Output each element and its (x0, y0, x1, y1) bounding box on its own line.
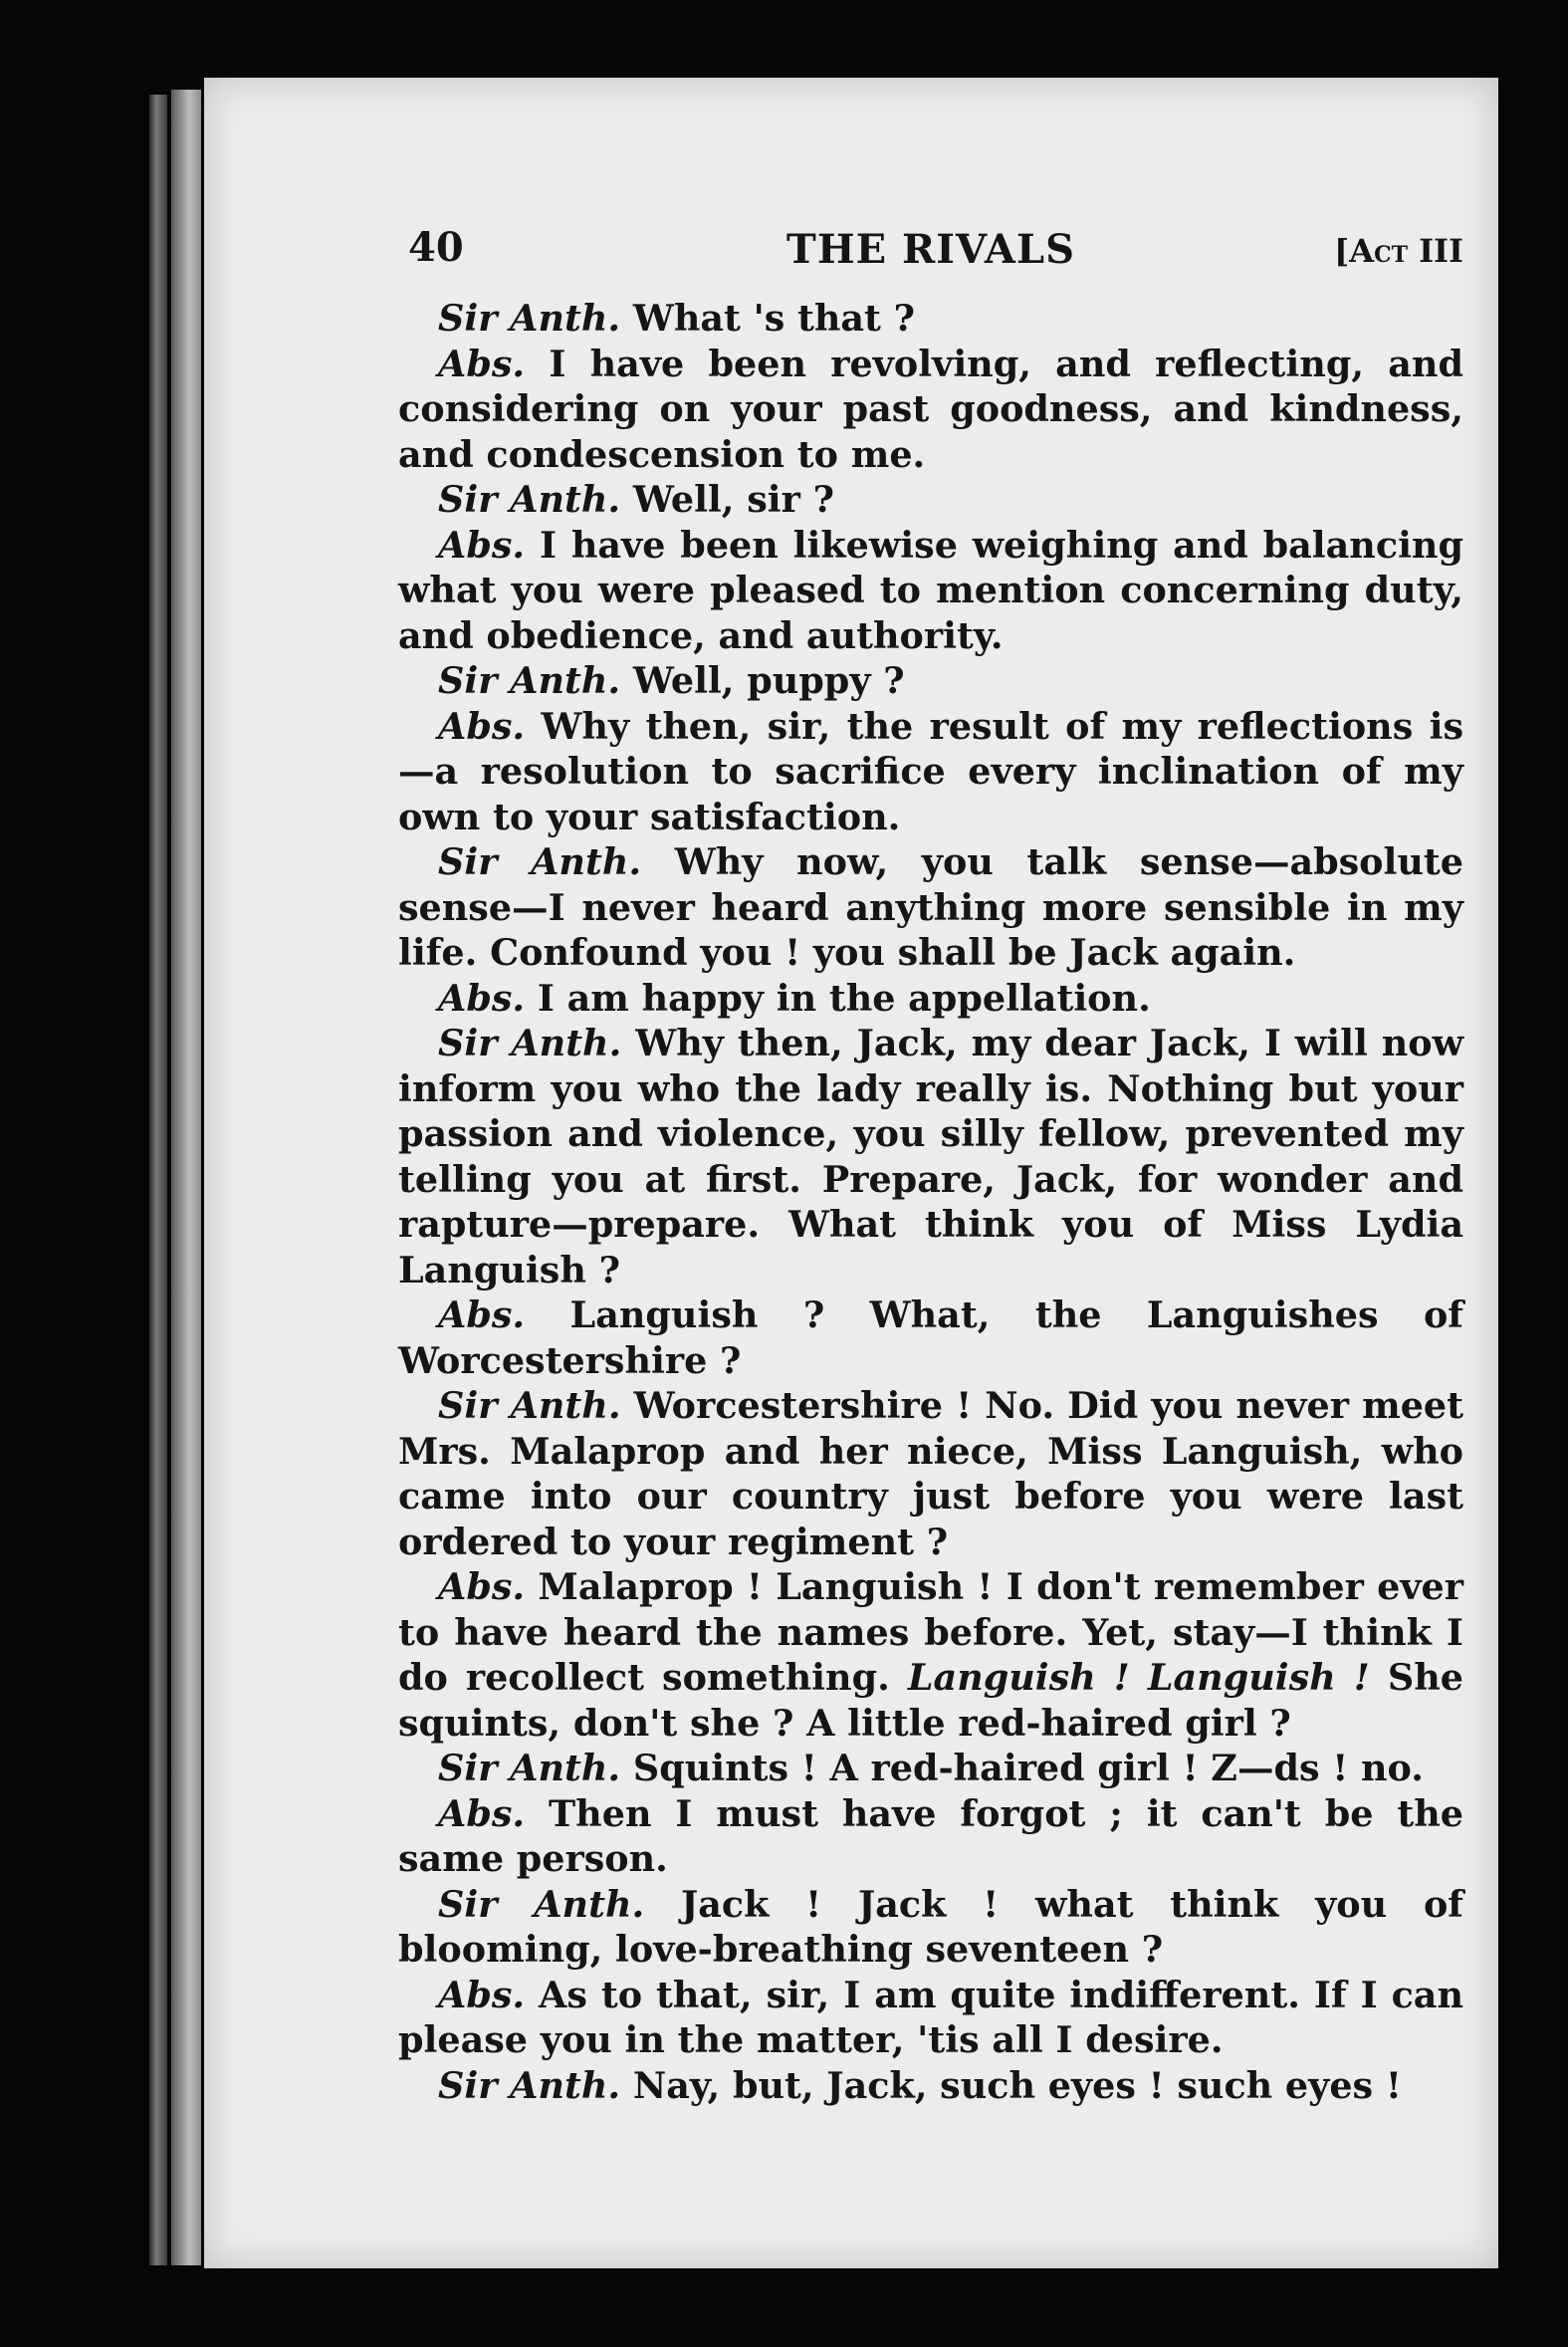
speaker-name: Abs. (438, 1293, 526, 1336)
dialogue-paragraph (398, 976, 1463, 1022)
speech-text: Then I must have forgot ; it can't be the same person. (398, 1791, 1463, 1880)
page-stack-edge (171, 90, 201, 2265)
speech-text: Well, sir ? (620, 478, 834, 521)
speech-text: Malaprop ! Languish ! I don't remember ever to have heard the names before. Yet, stay—I think I do recollect something. (398, 1565, 1463, 1699)
speaker-name: Sir Anth. (438, 1384, 621, 1427)
dialogue-paragraph (398, 704, 1463, 840)
speaker-name: Abs. (438, 704, 526, 748)
dialogue-paragraph (398, 523, 1463, 659)
speech-text: She squints, don't she ? A little red-haired girl ? (398, 1656, 1463, 1745)
speaker-name: Sir Anth. (438, 2063, 621, 2107)
speaker-name: Sir Anth. (438, 478, 621, 521)
speaker-name: Abs. (438, 1973, 526, 2016)
speech-text: Why now, you talk sense—absolute sense—I never heard anything more sensible in my life. Confound you ! you shall be Jack again. (398, 840, 1464, 974)
speech-text: Why then, sir, the result of my reflections is—a resolution to sacrifice every inclination of my own to your satisfaction. (398, 704, 1463, 838)
page-content (398, 224, 1463, 2108)
dialogue-paragraph (398, 1021, 1463, 1292)
speech-text: I have been likewise weighing and balancing what you were pleased to mention concerning duty, and obedience, and authority. (398, 523, 1463, 657)
dialogue-paragraph (398, 1292, 1463, 1383)
speech-text: I have been revolving, and reflecting, and considering on your past goodness, and kindness, and condescension to me. (398, 342, 1463, 476)
dialogue-text (398, 296, 1463, 2108)
dialogue-paragraph (398, 342, 1463, 478)
aside-text: Languish ! Languish ! (907, 1656, 1370, 1699)
running-title: THE RIVALS (786, 226, 1075, 273)
speaker-name: Abs. (438, 1565, 526, 1608)
speech-text: Squints ! A red-haired girl ! Z—ds ! no. (620, 1747, 1424, 1789)
speech-text: Languish ? What, the Languishes of Worcestershire ? (398, 1293, 1463, 1382)
dialogue-paragraph (398, 1564, 1463, 1746)
speech-text: Nay, but, Jack, such eyes ! such eyes ! (620, 2063, 1402, 2107)
dialogue-paragraph (398, 1791, 1463, 1882)
dialogue-paragraph (398, 477, 1463, 523)
book-spine-edge (149, 95, 167, 2265)
speech-text: Worcestershire ! No. Did you never meet Mrs. Malaprop and her niece, Miss Languish, who came into our country just before you were last ordered to your regiment ? (398, 1384, 1464, 1563)
speaker-name: Abs. (438, 976, 526, 1020)
speaker-name: Sir Anth. (438, 1882, 645, 1926)
act-label: [Act III (1334, 232, 1463, 270)
speaker-name: Sir Anth. (438, 297, 621, 340)
speaker-name: Sir Anth. (438, 659, 621, 702)
dialogue-paragraph (398, 1882, 1463, 1973)
speech-text: What 's that ? (620, 297, 916, 340)
dialogue-paragraph (398, 296, 1463, 342)
page-number: 40 (408, 224, 464, 271)
dialogue-paragraph (398, 1383, 1463, 1564)
speaker-name: Abs. (438, 1791, 526, 1835)
dialogue-paragraph (398, 658, 1463, 704)
speech-text: Why then, Jack, my dear Jack, I will now inform you who the lady really is. Nothing but your passion and violence, you silly fellow, prevented my telling you at first. Prepare, Jack, for wonder and rapture—prepare. What think you of Miss Lydia Languish ? (398, 1022, 1463, 1291)
dialogue-paragraph (398, 1973, 1463, 2063)
speaker-name: Sir Anth. (438, 1022, 622, 1064)
speech-text: Jack ! Jack ! what think you of blooming, love-breathing seventeen ? (398, 1882, 1463, 1971)
speaker-name: Sir Anth. (438, 840, 642, 883)
speaker-name: Abs. (438, 342, 526, 385)
speech-text: Well, puppy ? (620, 659, 905, 702)
dialogue-paragraph (398, 2063, 1463, 2109)
dialogue-paragraph (398, 839, 1463, 976)
speech-text: I am happy in the appellation. (525, 976, 1151, 1020)
running-header (398, 224, 1463, 284)
dialogue-paragraph (398, 1746, 1463, 1791)
speech-text: As to that, sir, I am quite indifferent. If I can please you in the matter, 'tis all I desire. (398, 1973, 1463, 2061)
speaker-name: Sir Anth. (438, 1747, 621, 1789)
speaker-name: Abs. (438, 523, 526, 567)
